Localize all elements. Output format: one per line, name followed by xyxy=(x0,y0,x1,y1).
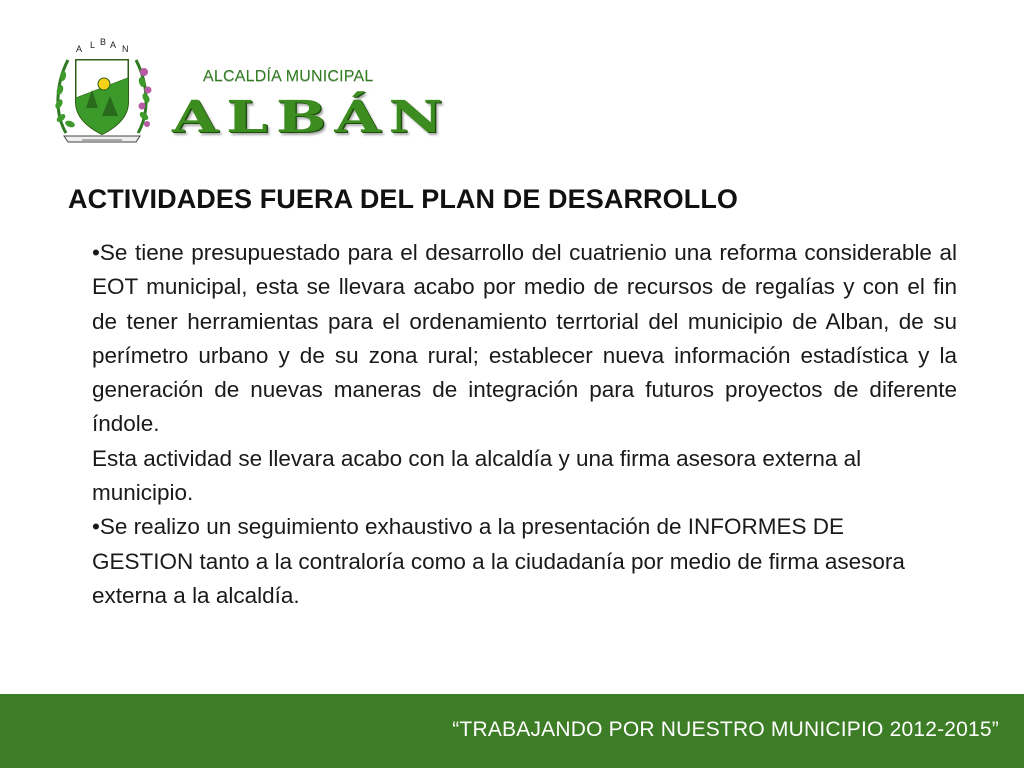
coat-of-arms-icon xyxy=(52,38,152,146)
svg-text:A: A xyxy=(110,40,117,50)
footer-bar xyxy=(0,694,1024,768)
svg-text:A: A xyxy=(76,44,83,54)
bullet-text: Se realizo un seguimiento exhaustivo a la presentación de INFORMES DE GESTION tanto a la contraloría como a la ciudadanía por medio de firma asesora externa a la alcaldía. xyxy=(92,514,905,608)
footer-slogan: “TRABAJANDO POR NUESTRO MUNICIPIO 2012-2015” xyxy=(452,718,999,741)
bullet-item xyxy=(92,510,942,613)
slide-body xyxy=(92,236,957,613)
paragraph-text: Esta actividad se llevara acabo con la alcaldía y una firma asesora externa al municipio. xyxy=(92,445,862,506)
svg-text:L: L xyxy=(90,40,96,50)
slide-title: ACTIVIDADES FUERA DEL PLAN DE DESARROLLO xyxy=(68,184,739,214)
svg-text:B: B xyxy=(100,38,107,47)
bullet-text: Se tiene presupuestado para el desarrollo del cuatrienio una reforma considerable al EOT municipal, esta se llevara acabo por medio de recursos de regalías y con el fin de tener herramientas para el ordenamiento terrtorial del municipio de Alban, de su perímetro urbano y de su zona rural; establecer nueva información estadística y la generación de nuevas maneras de integración para futuros proyectos de diferente índole. xyxy=(92,240,957,437)
body-paragraph xyxy=(92,442,942,511)
svg-text:N: N xyxy=(122,44,129,54)
bullet-item xyxy=(92,236,957,442)
logo-subtitle: ALCALDÍA MUNICIPAL xyxy=(203,68,374,85)
logo-wordmark: ALBÁN xyxy=(172,92,451,143)
